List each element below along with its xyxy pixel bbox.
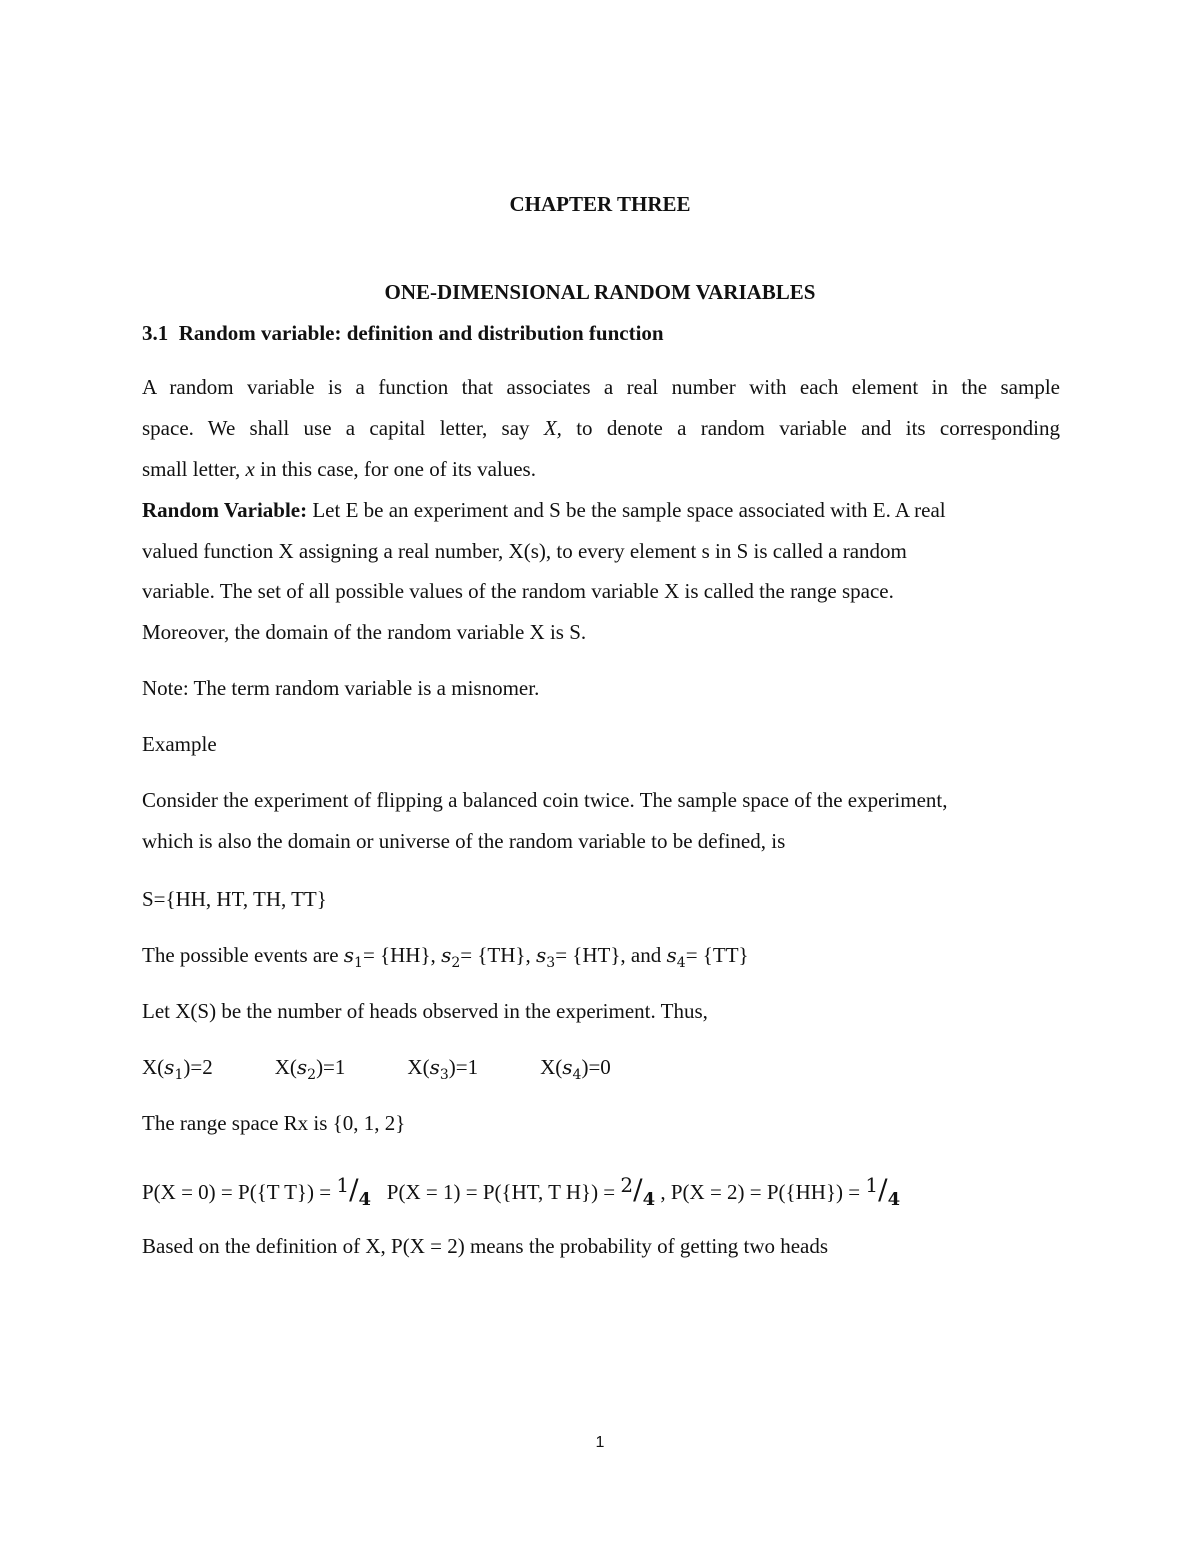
- x-value-pre: X(: [142, 1055, 165, 1079]
- event-value: = {TT}: [685, 943, 749, 967]
- fraction-denominator: 4: [358, 1189, 372, 1210]
- intro-line-2: [142, 415, 1060, 441]
- x-value-subscript: 1: [174, 1067, 184, 1083]
- x-value-subscript: 2: [307, 1067, 317, 1083]
- prob-text: P(X = 0) = P({T T}) =: [142, 1180, 337, 1204]
- event-value: = {HH},: [362, 943, 442, 967]
- event-subscript: 1: [354, 955, 363, 971]
- definition-line-2: valued function X assigning a real number, X(s), to every element s in S is called a random: [142, 539, 907, 563]
- definition-line-4: Moreover, the domain of the random variable X is S.: [142, 620, 587, 644]
- intro-variable: x: [245, 457, 255, 481]
- x-value: [274, 1055, 346, 1083]
- intro-text: in this case, for one of its values.: [254, 457, 536, 481]
- x-value-post: )=1: [316, 1055, 346, 1079]
- x-value-pre: X(: [407, 1055, 430, 1079]
- fraction-slash: /: [633, 1173, 643, 1206]
- definition-line-1: [142, 497, 946, 523]
- intro-text: to denote a random variable and its corresponding: [561, 416, 1061, 440]
- x-value-symbol: s: [296, 1055, 308, 1079]
- let-line: Let X(S) be the number of heads observed in the experiment. Thus,: [142, 999, 708, 1023]
- event-subscript: 3: [546, 955, 556, 971]
- intro-text: space. We shall use a capital letter, say: [142, 416, 544, 440]
- x-value: [142, 1055, 213, 1083]
- definition-line-3: variable. The set of all possible values of the random variable X is called the range space.: [142, 579, 894, 603]
- event-symbol: s: [441, 943, 452, 967]
- fraction-slash: /: [349, 1173, 359, 1206]
- x-value-symbol: s: [562, 1055, 573, 1079]
- x-value: [540, 1055, 611, 1083]
- x-value-post: )=2: [183, 1055, 213, 1079]
- event-value: = {TH},: [460, 943, 536, 967]
- chapter-heading: CHAPTER THREE: [509, 192, 691, 216]
- x-value-subscript: 3: [439, 1067, 449, 1083]
- x-value-symbol: s: [164, 1055, 175, 1079]
- probabilities: [142, 1172, 900, 1213]
- intro-line-3: [142, 456, 536, 482]
- x-value-post: )=1: [448, 1055, 479, 1079]
- possible-events: [142, 942, 749, 976]
- fraction: [620, 1173, 656, 1210]
- intro-line-1: A random variable is a function that associates a real number with each element in the sample: [142, 375, 1060, 399]
- prob-text: P(X = 1) = P({HT, T H}) =: [386, 1180, 621, 1204]
- chapter-title: ONE-DIMENSIONAL RANDOM VARIABLES: [384, 280, 816, 304]
- event-symbol: s: [666, 943, 677, 967]
- event-value: = {HT}, and: [555, 943, 667, 967]
- sample-space: S={HH, HT, TH, TT}: [142, 887, 327, 911]
- note: Note: The term random variable is a misnomer.: [142, 676, 540, 700]
- intro-variable: X,: [543, 416, 562, 440]
- example-line-1: Consider the experiment of flipping a balanced coin twice. The sample space of the experiment,: [142, 788, 948, 812]
- x-values: [142, 1054, 611, 1088]
- fraction: [336, 1173, 372, 1210]
- definition-label: Random Variable:: [142, 498, 308, 522]
- event-subscript: 4: [676, 955, 686, 971]
- fraction-numerator: 1: [336, 1173, 350, 1197]
- x-value-symbol: s: [429, 1055, 440, 1079]
- section-heading-text: Random variable: definition and distribution function: [178, 321, 664, 345]
- x-value-pre: X(: [274, 1055, 297, 1079]
- fraction-denominator: 4: [642, 1189, 656, 1210]
- prob-text: , P(X = 2) = P({HH}) =: [655, 1180, 866, 1204]
- range-space: The range space Rx is {0, 1, 2}: [142, 1111, 406, 1135]
- fraction-slash: /: [878, 1173, 888, 1206]
- conclusion: Based on the definition of X, P(X = 2) means the probability of getting two heads: [142, 1234, 829, 1258]
- x-value-post: )=0: [581, 1055, 611, 1079]
- section-heading: [142, 320, 664, 346]
- page-number: 1: [595, 1434, 605, 1451]
- x-value-subscript: 4: [572, 1067, 582, 1083]
- event-subscript: 2: [451, 955, 461, 971]
- event-symbol: s: [343, 943, 355, 967]
- x-value: [407, 1055, 479, 1083]
- event-symbol: s: [536, 943, 547, 967]
- fraction: [865, 1173, 901, 1210]
- example-label: Example: [142, 732, 217, 756]
- events-prefix: The possible events are: [142, 943, 344, 967]
- definition-text: Let E be an experiment and S be the sample space associated with E. A real: [307, 498, 946, 522]
- fraction-numerator: 2: [620, 1173, 634, 1197]
- fraction-denominator: 4: [887, 1189, 901, 1210]
- section-number: 3.1: [142, 321, 169, 345]
- x-value-pre: X(: [540, 1055, 563, 1079]
- intro-text: small letter,: [142, 457, 246, 481]
- fraction-numerator: 1: [865, 1173, 879, 1197]
- example-line-2: which is also the domain or universe of the random variable to be defined, is: [142, 829, 786, 853]
